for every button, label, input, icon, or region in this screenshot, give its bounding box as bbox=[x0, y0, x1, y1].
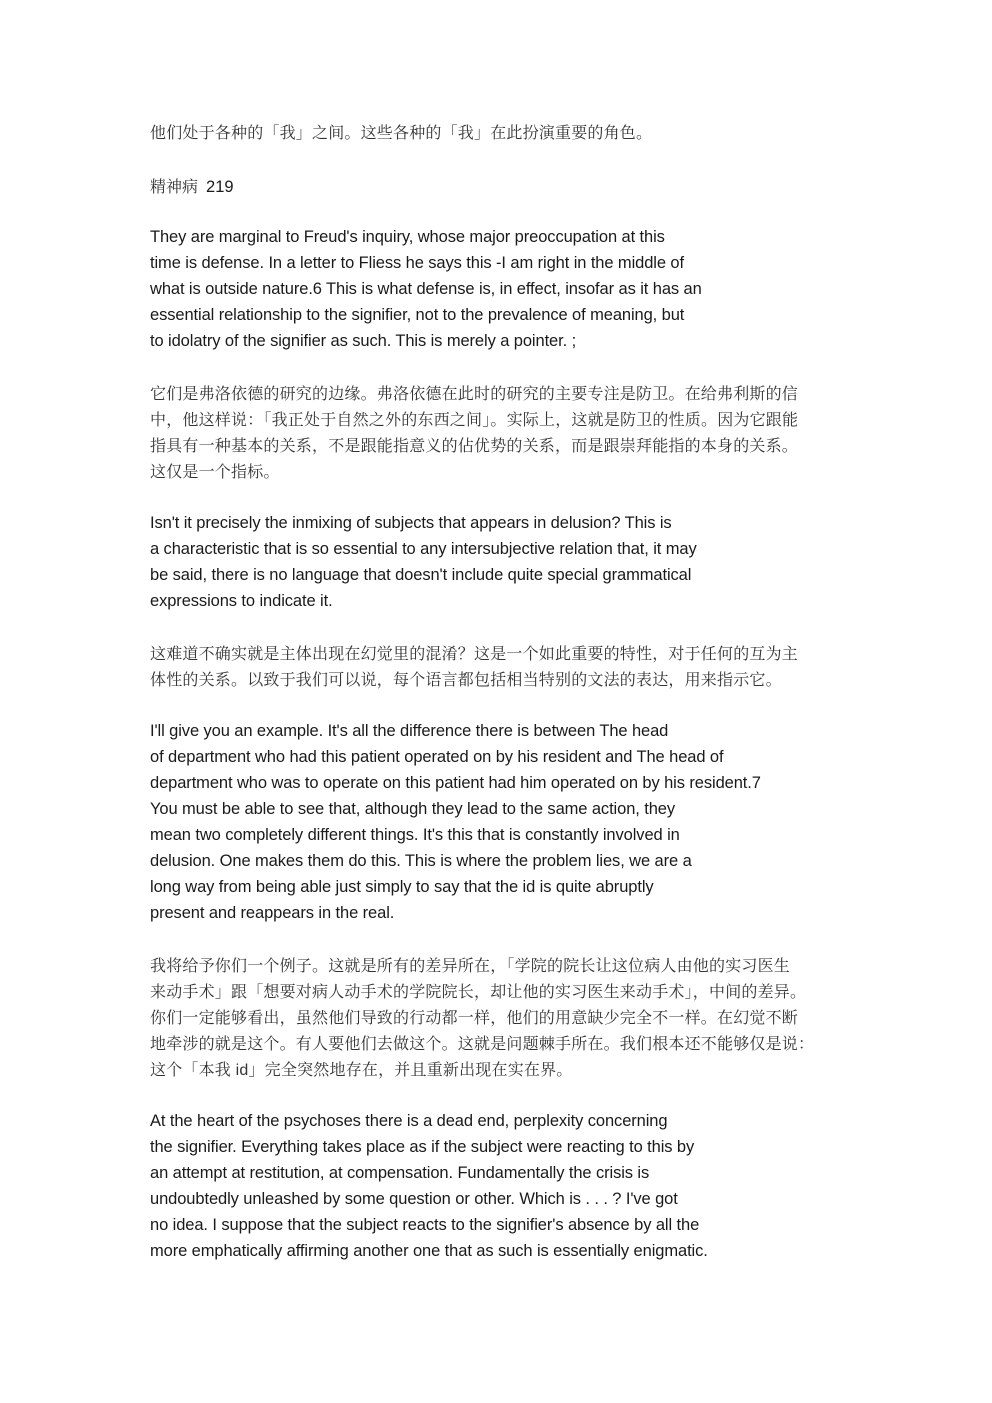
para3-zh-line: 我将给予你们一个例子。这就是所有的差异所在，「学院的院长让这位病人由他的实习医生 bbox=[150, 958, 791, 975]
page-number: 219 bbox=[206, 178, 234, 196]
para1-zh-line: 中，他这样说：「我正处于自然之外的东西之间」。实际上，这就是防卫的性质。因为它跟能 bbox=[150, 412, 799, 429]
para3-en-line: department who was to operate on this patient had him operated on by his resident.7 bbox=[150, 774, 761, 792]
para4-en-line: no idea. I suppose that the subject reacts to the signifier's absence by all the bbox=[150, 1216, 700, 1234]
para3-en-line: of department who had this patient operated on by his resident and The head of bbox=[150, 748, 724, 766]
page-header-title: 精神病 bbox=[150, 179, 199, 196]
para3-zh-line: 地牵涉的就是这个。有人要他们去做这个。这就是问题棘手所在。我们根本还不能够仅是说： bbox=[150, 1036, 815, 1053]
para1-en-line: to idolatry of the signifier as such. This is merely a pointer. ; bbox=[150, 332, 577, 350]
para2-zh-line: 体性的关系。以致于我们可以说，每个语言都包括相当特别的文法的表达，用来指示它。 bbox=[150, 672, 782, 689]
para3-zh-line: 来动手术」跟「想要对病人动手术的学院院长，却让他的实习医生来动手术」，中间的差异。 bbox=[150, 984, 807, 1001]
para4-en-line: more emphatically affirming another one that as such is essentially enigmatic. bbox=[150, 1242, 708, 1260]
para1-en-line: essential relationship to the signifier, not to the prevalence of meaning, but bbox=[150, 306, 685, 324]
para1-en-line: what is outside nature.6 This is what defense is, in effect, insofar as it has an bbox=[150, 280, 702, 298]
para2-en-line: a characteristic that is so essential to any intersubjective relation that, it may bbox=[150, 540, 697, 558]
para2-zh-line: 这难道不确实就是主体出现在幻觉里的混淆？这是一个如此重要的特性，对于任何的互为主 bbox=[150, 646, 799, 663]
para2-en-line: Isn't it precisely the inmixing of subjects that appears in delusion? This is bbox=[150, 514, 672, 532]
para1-zh-line: 指具有一种基本的关系，不是跟能指意义的佔优势的关系，而是跟崇拜能指的本身的关系。 bbox=[150, 438, 799, 455]
para3-en-line: delusion. One makes them do this. This is where the problem lies, we are a bbox=[150, 852, 692, 870]
para1-zh-line: 这仅是一个指标。 bbox=[150, 464, 280, 481]
para3-en-line: mean two completely different things. It's this that is constantly involved in bbox=[150, 826, 680, 844]
para2-en-line: expressions to indicate it. bbox=[150, 592, 333, 610]
intro-line: 他们处于各种的「我」之间。这些各种的「我」在此扮演重要的角色。 bbox=[150, 125, 653, 142]
para1-zh-line: 它们是弗洛依德的研究的边缘。弗洛依德在此时的研究的主要专注是防卫。在给弗利斯的信 bbox=[150, 386, 799, 403]
page-header bbox=[150, 174, 234, 197]
para3-en-line: long way from being able just simply to say that the id is quite abruptly bbox=[150, 878, 654, 896]
para3-en-line: You must be able to see that, although they lead to the same action, they bbox=[150, 800, 676, 818]
para3-en-line: present and reappears in the real. bbox=[150, 904, 395, 922]
para2-en-line: be said, there is no language that doesn't include quite special grammatical bbox=[150, 566, 692, 584]
para4-en-line: At the heart of the psychoses there is a dead end, perplexity concerning bbox=[150, 1112, 668, 1130]
para3-zh-line: 这个「本我 id」完全突然地存在，并且重新出现在实在界。 bbox=[150, 1062, 573, 1079]
para3-en-line: I'll give you an example. It's all the difference there is between The head bbox=[150, 722, 669, 740]
para4-en-line: the signifier. Everything takes place as if the subject were reacting to this by bbox=[150, 1138, 695, 1156]
para1-en-line: time is defense. In a letter to Fliess he says this -I am right in the middle of bbox=[150, 254, 684, 272]
para4-en-line: undoubtedly unleashed by some question or other. Which is . . . ? I've got bbox=[150, 1190, 678, 1208]
para3-zh-line: 你们一定能够看出，虽然他们导致的行动都一样，他们的用意缺少完全不一样。在幻觉不断 bbox=[150, 1010, 799, 1027]
para1-en-line: They are marginal to Freud's inquiry, whose major preoccupation at this bbox=[150, 228, 665, 246]
para4-en-line: an attempt at restitution, at compensation. Fundamentally the crisis is bbox=[150, 1164, 650, 1182]
